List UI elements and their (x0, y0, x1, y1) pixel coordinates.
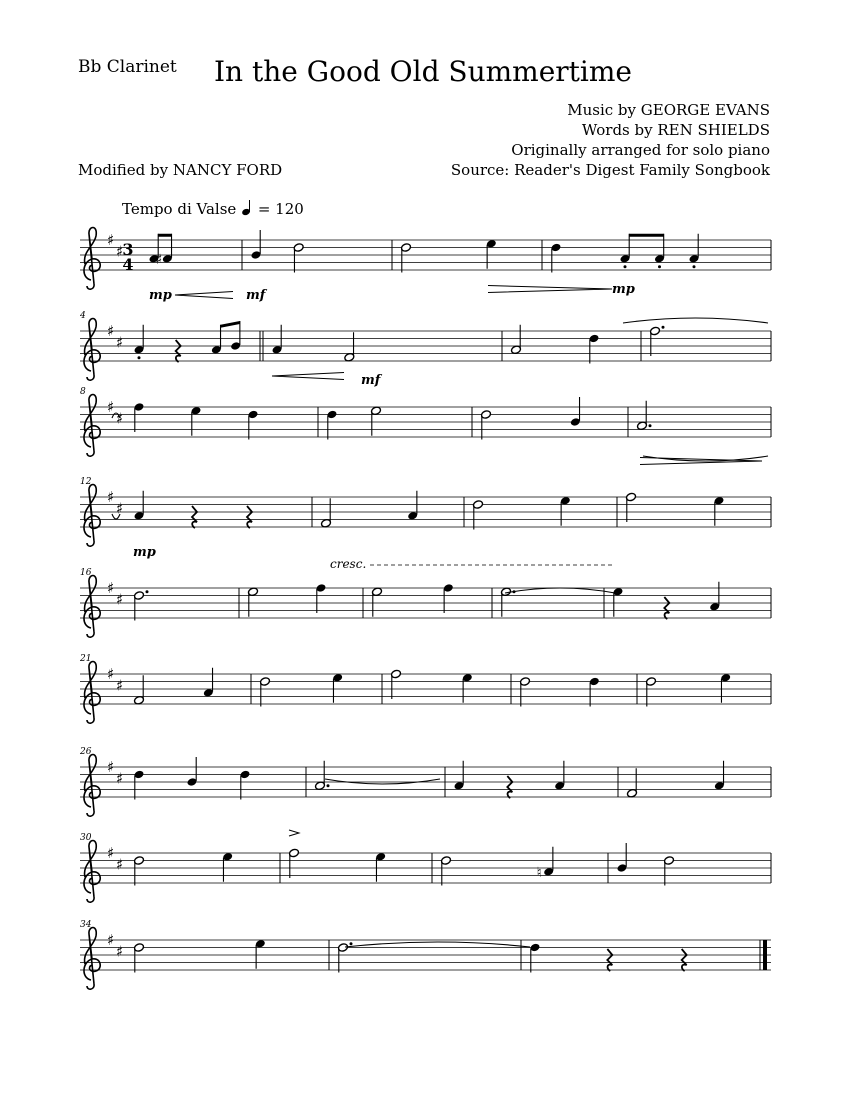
cresc-marking: cresc. (330, 557, 367, 571)
quarter-rest-icon (247, 506, 252, 528)
page-title: In the Good Old Summertime (214, 55, 632, 88)
dynamic-mp: mp (612, 282, 635, 297)
time-signature-top: 3 (122, 240, 134, 259)
key-sharp-c-icon: ♯ (116, 242, 124, 261)
key-sharp-c-icon: ♯ (116, 409, 124, 428)
treble-clef-icon (84, 841, 100, 903)
measure-number: 16 (80, 568, 92, 578)
key-sharp-f-icon: ♯ (107, 665, 115, 683)
dot (649, 424, 652, 427)
lyricist-credit: Words by REN SHIELDS (581, 121, 770, 139)
dynamic-mp: mp (133, 545, 156, 560)
composer-credit: Music by GEORGE EVANS (567, 101, 770, 119)
dot (146, 590, 149, 593)
treble-clef-icon (84, 928, 100, 990)
quarter-rest-icon (682, 949, 687, 971)
dot (350, 942, 353, 945)
dot (327, 784, 330, 787)
dynamic-mf: mf (246, 288, 266, 303)
beam (158, 234, 171, 237)
treble-clef-icon (84, 576, 100, 638)
key-sharp-c-icon: ♯ (116, 676, 124, 695)
key-sharp-f-icon: ♯ (107, 488, 115, 506)
crescendo-hairpin (272, 373, 344, 380)
staccato-dot (624, 265, 627, 268)
quarter-rest-icon (192, 506, 197, 528)
modified-by-credit: Modified by NANCY FORD (78, 161, 283, 179)
measure-number: 4 (80, 311, 86, 321)
quarter-rest-icon (507, 776, 512, 798)
key-sharp-c-icon: ♯ (116, 590, 124, 609)
arrangement-credit: Originally arranged for solo piano (511, 141, 770, 159)
treble-clef-icon (84, 662, 100, 724)
dynamic-mf: mf (361, 373, 381, 388)
key-sharp-f-icon: ♯ (107, 322, 115, 340)
crescendo-hairpin (175, 292, 233, 299)
beam (221, 321, 240, 328)
tempo-text: Tempo di Valse (122, 200, 237, 218)
final-barline-thick (763, 940, 767, 970)
key-sharp-f-icon: ♯ (107, 931, 115, 949)
dynamic-mp: mp (149, 288, 172, 303)
treble-clef-icon (84, 228, 100, 290)
tie (325, 779, 440, 784)
treble-clef-icon (84, 755, 100, 817)
quarter-rest-icon (607, 949, 612, 971)
key-sharp-f-icon: ♯ (107, 398, 115, 416)
treble-clef-icon (84, 395, 100, 457)
key-sharp-c-icon: ♯ (116, 499, 124, 518)
quarter-rest-icon (664, 597, 669, 619)
staccato-dot (658, 265, 661, 268)
measure-number: 26 (80, 747, 92, 757)
measure-number: 30 (80, 833, 92, 843)
tie (623, 318, 768, 323)
tempo-value: = 120 (257, 200, 304, 218)
instrument-name: Bb Clarinet (78, 57, 177, 77)
quarter-rest-icon (176, 340, 181, 362)
key-sharp-f-icon: ♯ (107, 231, 115, 249)
decrescendo-hairpin (488, 286, 612, 293)
measure-number: 34 (80, 920, 92, 930)
measure-number: 12 (80, 477, 92, 487)
key-sharp-c-icon: ♯ (116, 333, 124, 352)
treble-clef-icon (84, 485, 100, 547)
natural-icon: ♮ (536, 864, 542, 881)
key-sharp-f-icon: ♯ (107, 758, 115, 776)
key-sharp-c-icon: ♯ (116, 855, 124, 874)
treble-clef-icon (84, 319, 100, 381)
key-sharp-f-icon: ♯ (107, 844, 115, 862)
accent-mark (289, 830, 299, 836)
key-sharp-c-icon: ♯ (116, 769, 124, 788)
tie (345, 942, 530, 947)
key-sharp-c-icon: ♯ (116, 942, 124, 961)
measure-number: 8 (80, 387, 86, 397)
source-credit: Source: Reader's Digest Family Songbook (450, 161, 770, 179)
sharp-icon: ♯ (155, 251, 163, 268)
staccato-dot (138, 356, 141, 359)
key-sharp-f-icon: ♯ (107, 579, 115, 597)
beam (629, 234, 664, 237)
staccato-dot (693, 265, 696, 268)
dot (662, 326, 665, 329)
measure-number: 21 (80, 654, 92, 664)
tie (505, 588, 615, 593)
time-signature-bottom: 4 (122, 255, 134, 274)
